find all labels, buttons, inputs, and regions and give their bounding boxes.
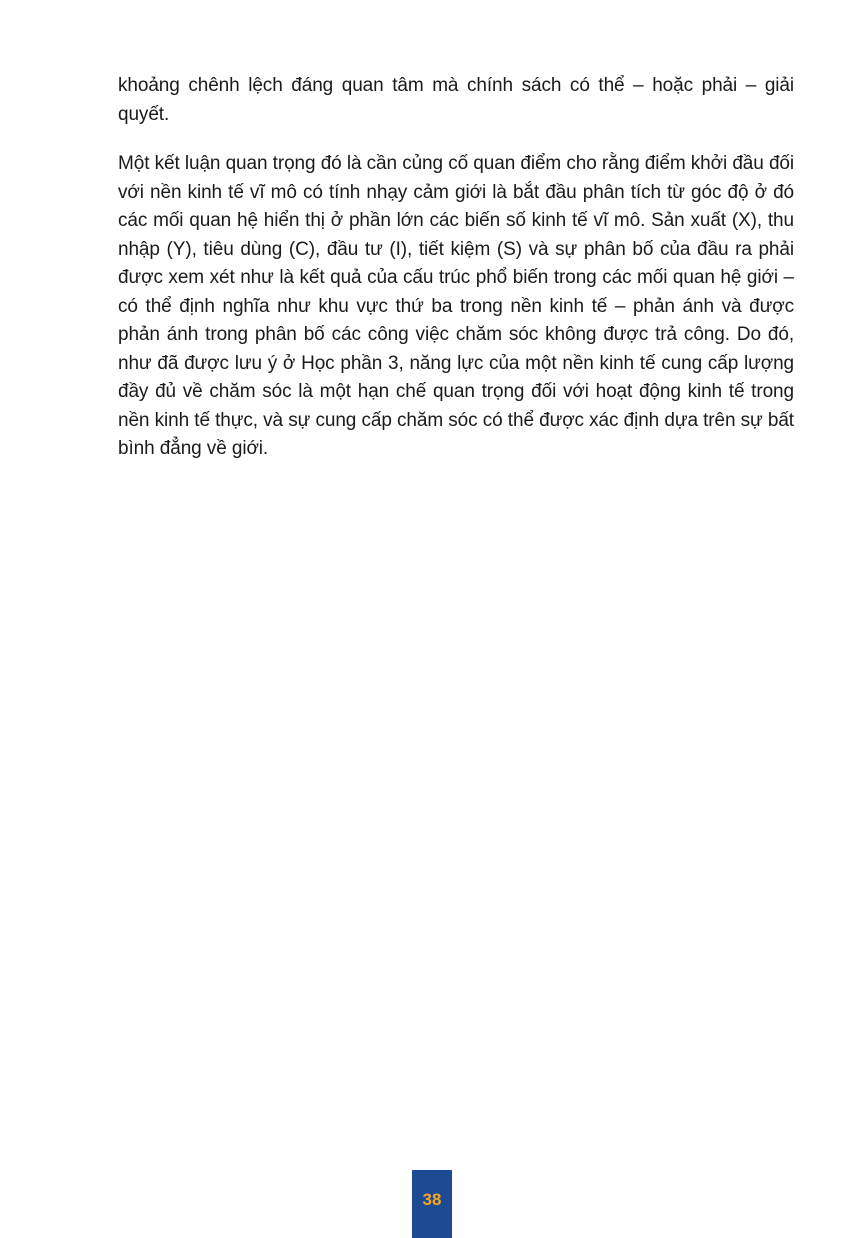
page-number-tab <box>412 1170 452 1238</box>
paragraph-continuation: khoảng chênh lệch đáng quan tâm mà chính sách có thể – hoặc phải – giải quyết. <box>118 75 794 125</box>
page-number: 38 <box>422 1190 442 1209</box>
paragraph-conclusion: Một kết luận quan trọng đó là cần củng cố quan điểm cho rằng điểm khởi đầu đối với nền kinh tế vĩ mô có tính nhạy cảm giới là bắt đầu phân tích từ góc độ ở đó các mối quan hệ hiển thị ở phần lớn các biến số kinh tế vĩ mô. Sản xuất (X), thu nhập (Y), tiêu dùng (C), đầu tư (I), tiết kiệm (S) và sự phân bố của đầu ra phải được xem xét như là kết quả của cấu trúc phổ biến trong các mối quan hệ giới – có thể định nghĩa như khu vực thứ ba trong nền kinh tế – phản ánh và được phản ánh trong phân bố các công việc chăm sóc không được trả công. Do đó, như đã được lưu ý ở Học phần 3, năng lực của một nền kinh tế cung cấp lượng đầy đủ về chăm sóc là một hạn chế quan trọng đối với hoạt động kinh tế trong nền kinh tế thực, và sự cung cấp chăm sóc có thể được xác định dựa trên sự bất bình đẳng về giới. <box>118 153 794 459</box>
